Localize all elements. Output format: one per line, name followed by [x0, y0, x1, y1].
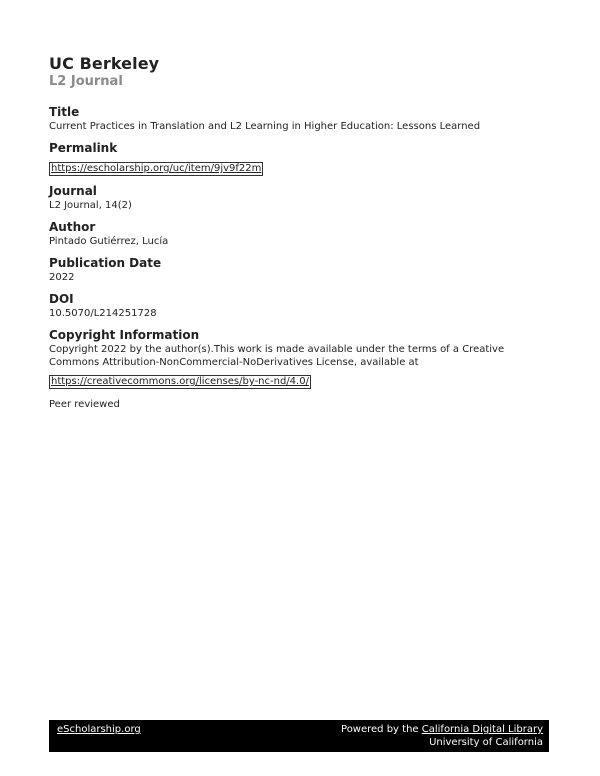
journal-value: L2 Journal, 14(2) — [49, 200, 132, 211]
license-link[interactable]: https://creativecommons.org/licenses/by-nc-nd/4.0/ — [51, 376, 309, 387]
journal-section — [49, 184, 549, 212]
doi-section — [49, 292, 549, 320]
title-section — [49, 105, 549, 133]
copyright-label: Copyright Information — [49, 328, 200, 342]
publication-date-value: 2022 — [49, 272, 75, 283]
footer-bar — [49, 720, 549, 752]
powered-by-text: Powered by the — [341, 724, 422, 735]
permalink-section — [49, 141, 549, 176]
cover-page — [49, 54, 549, 411]
title-label: Title — [49, 105, 80, 119]
publication-date-section — [49, 256, 549, 284]
doi-value: 10.5070/L214251728 — [49, 308, 157, 319]
journal-label: Journal — [49, 184, 97, 198]
copyright-section — [49, 328, 549, 389]
author-label: Author — [49, 220, 96, 234]
peer-reviewed-note: Peer reviewed — [49, 399, 120, 410]
series-name: L2 Journal — [49, 74, 123, 89]
institution-name: UC Berkeley — [49, 54, 160, 73]
footer-credits — [341, 723, 543, 749]
author-value: Pintado Gutiérrez, Lucía — [49, 236, 169, 247]
author-section — [49, 220, 549, 248]
doi-label: DOI — [49, 292, 74, 306]
permalink-label: Permalink — [49, 141, 118, 155]
cdl-link[interactable]: California Digital Library — [421, 724, 543, 735]
copyright-line-2: Commons Attribution-NonCommercial-NoDerivatives License, available at — [49, 357, 419, 368]
permalink-link[interactable]: https://escholarship.org/uc/item/9jv9f22m — [51, 163, 262, 174]
title-value: Current Practices in Translation and L2 Learning in Higher Education: Lessons Learned — [49, 121, 481, 132]
copyright-line-1: Copyright 2022 by the author(s).This work is made available under the terms of a Creative — [49, 344, 505, 355]
escholarship-link[interactable]: eScholarship.org — [57, 724, 141, 735]
university-name: University of California — [429, 737, 543, 748]
publication-date-label: Publication Date — [49, 256, 162, 270]
powered-by-line — [341, 723, 543, 736]
